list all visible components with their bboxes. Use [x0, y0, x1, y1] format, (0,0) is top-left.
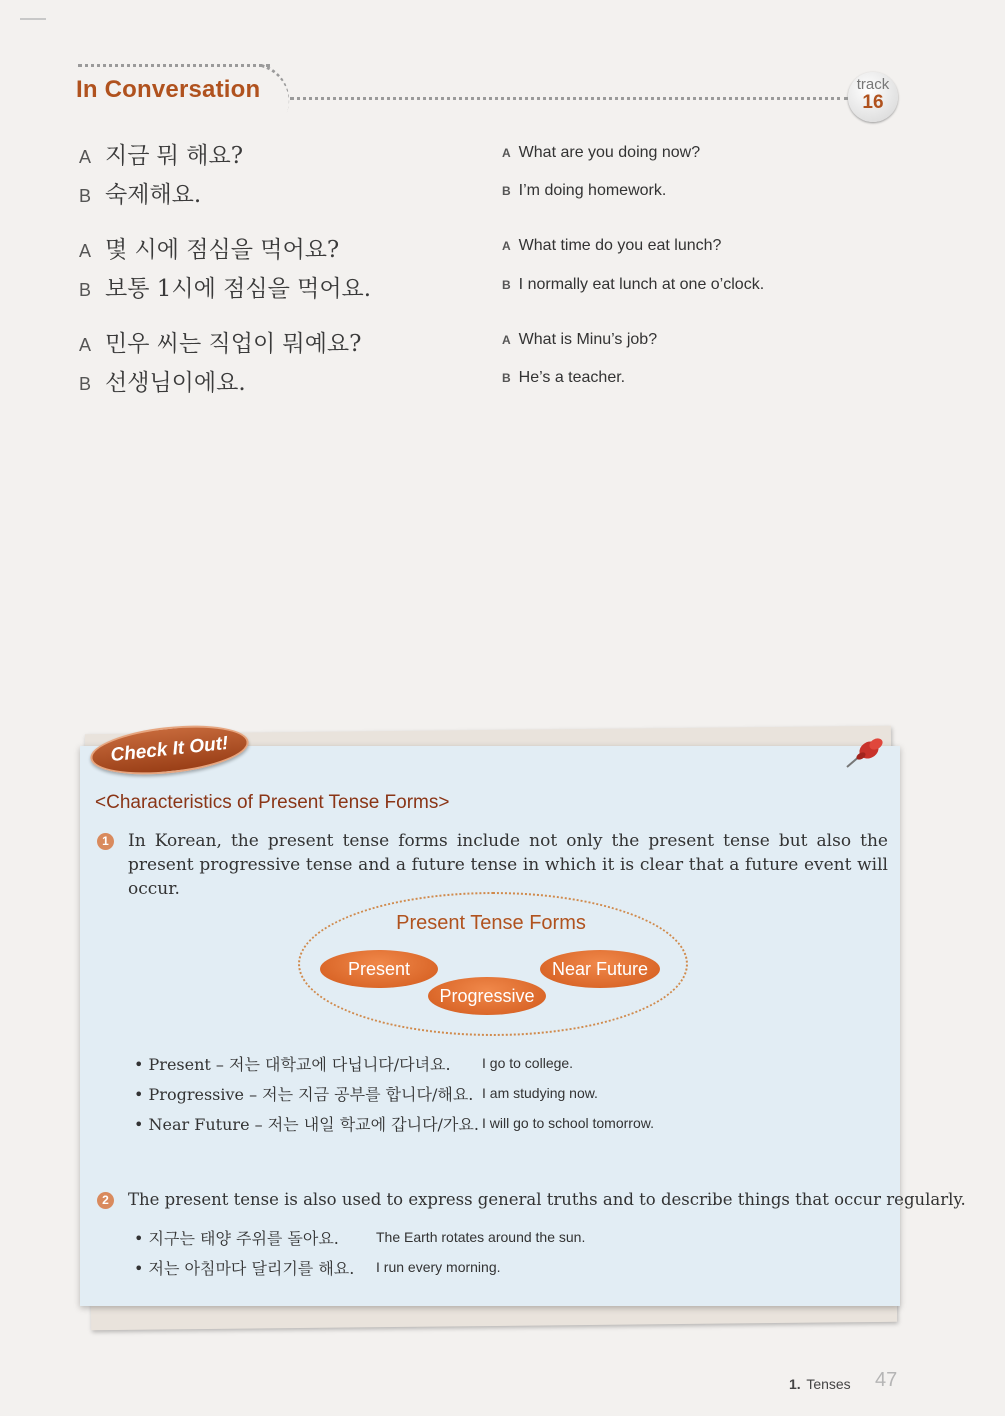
speaker-label: B	[79, 374, 92, 394]
example-item: • Near Future – 저는 내일 학교에 갑니다/가요. I will go to school tomorrow.	[134, 1115, 654, 1134]
english-text: He’s a teacher.	[518, 369, 626, 386]
dialogue-korean-line	[79, 176, 201, 209]
example-english: I go to college.	[482, 1055, 574, 1071]
speaker-label: A	[502, 146, 511, 160]
footer-section-label	[789, 1376, 851, 1392]
english-text: I normally eat lunch at one o’clock.	[518, 276, 765, 293]
point-number-badge: 2	[97, 1192, 114, 1209]
badge-text: Check It Out!	[109, 732, 230, 767]
speaker-label: A	[79, 147, 92, 167]
korean-text: 민우 씨는 직업이 뭐예요?	[105, 331, 362, 357]
dialogue-english-line	[502, 331, 657, 349]
dialogue-korean-line	[79, 364, 246, 397]
example-english: I am studying now.	[482, 1085, 598, 1101]
example-english: I will go to school tomorrow.	[482, 1115, 654, 1131]
speaker-label: B	[79, 280, 92, 300]
english-text: What are you doing now?	[518, 144, 701, 161]
english-text: What is Minu’s job?	[518, 331, 658, 348]
korean-text: 보통 1시에 점심을 먹어요.	[105, 276, 372, 302]
example-label: Progressive	[148, 1085, 244, 1104]
speaker-label: A	[79, 241, 92, 261]
point1-text: In Korean, the present tense forms include not only the present tense but also the present progressive tense and a future tense in which it is clear that a future event will occur.	[128, 831, 888, 899]
example-korean: 저는 대학교에 다닙니다/다녀요.	[229, 1055, 451, 1074]
dialogue-korean-line	[79, 270, 371, 303]
example-item: • 저는 아침마다 달리기를 해요. I run every morning.	[134, 1259, 501, 1278]
example-korean: 저는 내일 학교에 갑니다/가요.	[267, 1115, 479, 1134]
point2-text: The present tense is also used to express general truths and to describe things that occur regularly.	[128, 1190, 966, 1209]
speaker-label: B	[79, 186, 92, 206]
speaker-label: B	[502, 278, 511, 292]
section-title: In Conversation	[76, 76, 261, 103]
footer-section-name: Tenses	[806, 1376, 851, 1392]
speaker-label: B	[502, 184, 511, 198]
english-text: I’m doing homework.	[518, 182, 667, 199]
dialogue-english-line	[502, 144, 700, 162]
dialogue-korean-line	[79, 231, 339, 264]
point-number-badge: 1	[97, 833, 114, 850]
track-number: 16	[862, 92, 884, 113]
speaker-label: B	[502, 371, 511, 385]
korean-text: 선생님이에요.	[105, 370, 246, 396]
speaker-label: A	[502, 239, 511, 253]
dialogue-korean-line	[79, 325, 361, 358]
page-number: 47	[875, 1369, 898, 1391]
header-dotted-line	[290, 97, 848, 100]
page-edge-mark	[20, 18, 46, 20]
korean-text: 지금 뭐 해요?	[105, 143, 244, 169]
form-pill-present: Present	[320, 950, 438, 988]
box-title: <Characteristics of Present Tense Forms>	[95, 792, 450, 813]
dialogue-english-line	[502, 182, 666, 200]
example-item: • 지구는 태양 주위를 돌아요. The Earth rotates around the sun.	[134, 1229, 586, 1248]
form-pill-progressive: Progressive	[428, 977, 546, 1015]
example-item: • Present – 저는 대학교에 다닙니다/다녀요. I go to college.	[134, 1055, 574, 1074]
example-english: The Earth rotates around the sun.	[376, 1229, 586, 1245]
header-dotted-rule	[78, 64, 270, 67]
example-korean: 저는 아침마다 달리기를 해요.	[148, 1259, 355, 1278]
dialogue-english-line	[502, 276, 764, 294]
speaker-label: A	[502, 333, 511, 347]
dialogue-korean-line	[79, 137, 243, 170]
korean-text: 숙제해요.	[105, 182, 202, 208]
example-korean: 지구는 태양 주위를 돌아요.	[148, 1229, 339, 1248]
korean-text: 몇 시에 점심을 먹어요?	[105, 237, 340, 263]
speaker-label: A	[79, 335, 92, 355]
dialogue-english-line	[502, 237, 721, 255]
form-pill-near-future: Near Future	[540, 950, 660, 988]
diagram-title: Present Tense Forms	[396, 912, 586, 934]
example-label: Near Future	[148, 1115, 250, 1134]
example-item: • Progressive – 저는 지금 공부를 합니다/해요. I am studying now.	[134, 1085, 598, 1104]
english-text: What time do you eat lunch?	[518, 237, 722, 254]
example-label: Present	[148, 1055, 211, 1074]
dialogue-english-line	[502, 369, 625, 387]
pushpin-icon	[843, 735, 887, 771]
example-korean: 저는 지금 공부를 합니다/해요.	[262, 1085, 474, 1104]
track-badge[interactable]	[848, 72, 898, 122]
footer-section-number: 1.	[789, 1376, 801, 1392]
example-english: I run every morning.	[376, 1259, 501, 1275]
track-label: track	[856, 76, 890, 93]
